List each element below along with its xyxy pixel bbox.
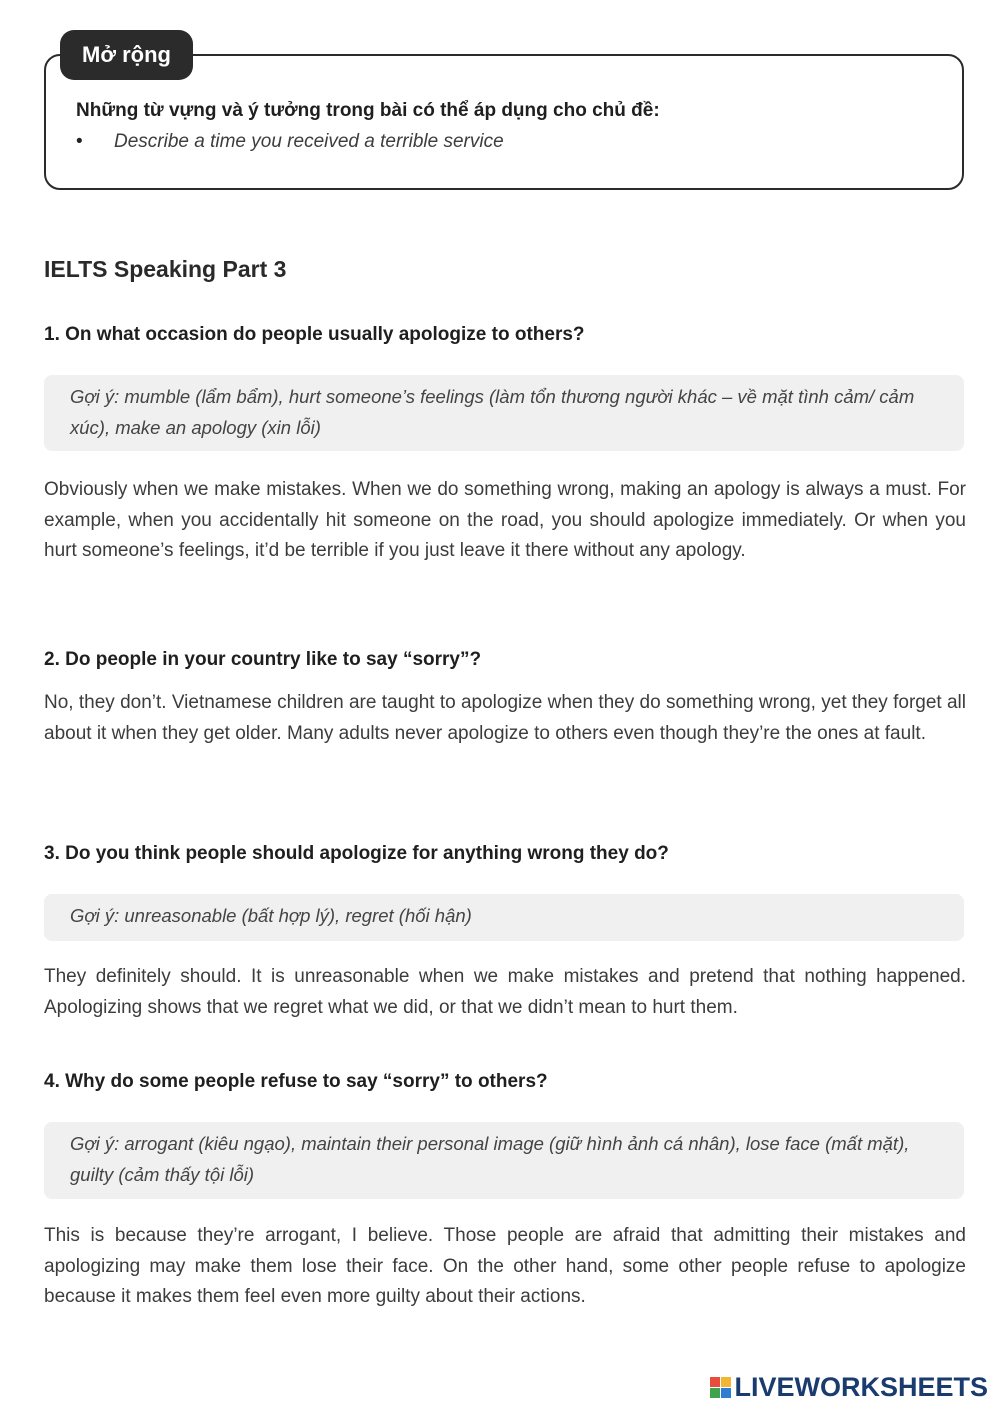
liveworksheets-watermark xyxy=(710,1372,988,1403)
expansion-topic-list xyxy=(76,131,504,153)
expansion-tab-label: Mở rộng xyxy=(60,30,193,80)
expansion-topic-item xyxy=(76,131,504,153)
hint-box-1: Gợi ý: mumble (lẩm bẩm), hurt someone’s feelings (làm tổn thương người khác – về mặt tình cảm/ cảm xúc), make an apology (xin lỗi) xyxy=(44,375,964,451)
bullet-icon: • xyxy=(76,131,83,152)
section-title: IELTS Speaking Part 3 xyxy=(44,256,287,282)
expansion-description: Những từ vựng và ý tưởng trong bài có thể áp dụng cho chủ đề: xyxy=(76,100,660,121)
hint-box-3: Gợi ý: unreasonable (bất hợp lý), regret (hối hận) xyxy=(44,894,964,941)
answer-1: Obviously when we make mistakes. When we do something wrong, making an apology is always a must. For example, when you accidentally hit someone on the road, you should apologize immediately. Or when you hurt someone’s feelings, it’d be terrible if you just leave it there without any apology. xyxy=(44,479,966,561)
question-4: 4. Why do some people refuse to say “sorry” to others? xyxy=(44,1071,548,1092)
answer-4: This is because they’re arrogant, I believe. Those people are afraid that admitting their mistakes and apologizing may make them lose their face. On the other hand, some other people refuse to apologize because it makes them feel even more guilty about their actions. xyxy=(44,1225,966,1307)
answer-2: No, they don’t. Vietnamese children are taught to apologize when they do something wrong, yet they forget all about it when they get older. Many adults never apologize to others even though they’re the ones at fault. xyxy=(44,692,966,744)
liveworksheets-logo-icon xyxy=(710,1377,731,1398)
answer-3: They definitely should. It is unreasonable when we make mistakes and pretend that nothing happened. Apologizing shows that we regret what we did, or that we didn’t mean to hurt them. xyxy=(44,966,966,1018)
question-2: 2. Do people in your country like to say “sorry”? xyxy=(44,649,482,670)
question-1: 1. On what occasion do people usually apologize to others? xyxy=(44,324,585,345)
liveworksheets-text: LIVEWORKSHEETS xyxy=(734,1372,988,1402)
expansion-topic-text: Describe a time you received a terrible service xyxy=(114,131,504,152)
hint-box-4: Gợi ý: arrogant (kiêu ngạo), maintain their personal image (giữ hình ảnh cá nhân), lose face (mất mặt), guilty (cảm thấy tội lỗi) xyxy=(44,1122,964,1199)
question-3: 3. Do you think people should apologize for anything wrong they do? xyxy=(44,843,669,864)
